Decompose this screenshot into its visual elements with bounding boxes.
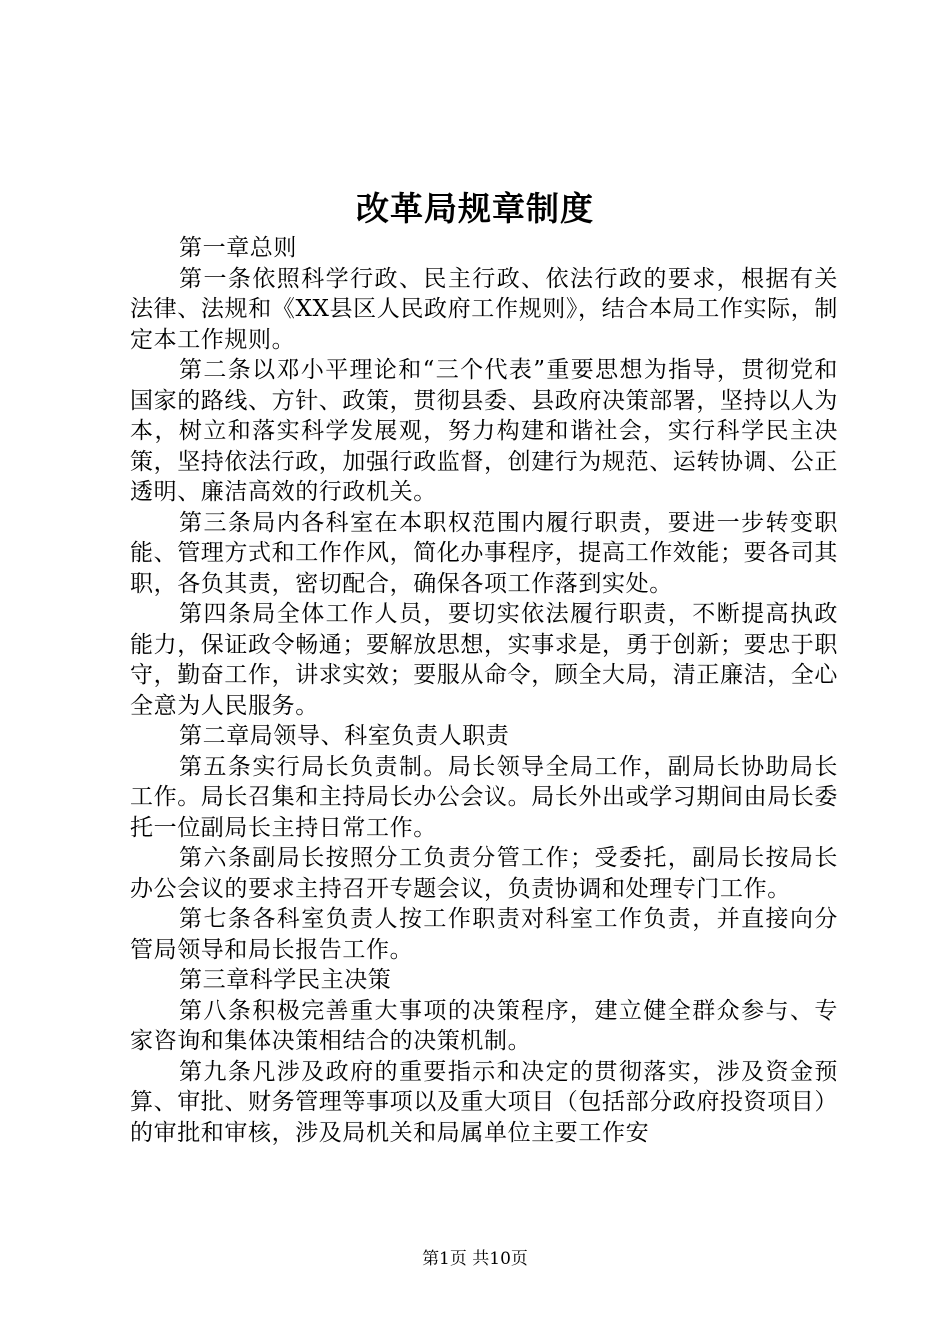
article-7: 第七条各科室负责人按工作职责对科室工作负责，并直接向分管局领导和局长报告工作。 (130, 906, 838, 963)
article-8: 第八条积极完善重大事项的决策程序，建立健全群众参与、专家咨询和集体决策相结合的决策机制。 (130, 997, 838, 1054)
article-2: 第二条以邓小平理论和“三个代表”重要思想为指导，贯彻党和国家的路线、方针、政策，贯彻县委、县政府决策部署，坚持以人为本，树立和落实科学发展观，努力构建和谐社会，实行科学民主决策，坚持依法行政，加强行政监督，创建行为规范、运转协调、公正透明、廉洁高效的行政机关。 (130, 357, 838, 505)
document-body (130, 233, 838, 1148)
page-number: 第1页 共10页 (422, 1249, 528, 1269)
article-5: 第五条实行局长负责制。局长领导全局工作，副局长协助局长工作。局长召集和主持局长办公会议。局长外出或学习期间由局长委托一位副局长主持日常工作。 (130, 753, 838, 841)
chapter-heading-3: 第三章科学民主决策 (179, 967, 392, 993)
article-3: 第三条局内各科室在本职权范围内履行职责，要进一步转变职能、管理方式和工作作风，简化办事程序，提高工作效能；要各司其职，各负其责，密切配合，确保各项工作落到实处。 (130, 509, 838, 597)
chapter-heading-2: 第二章局领导、科室负责人职责 (179, 723, 510, 749)
article-4: 第四条局全体工作人员，要切实依法履行职责，不断提高执政能力，保证政令畅通；要解放思想，实事求是，勇于创新；要忠于职守，勤奋工作，讲求实效；要服从命令，顾全大局，清正廉洁，全心全意为人民服务。 (130, 601, 838, 719)
document-title: 改革局规章制度 (356, 189, 594, 228)
article-1: 第一条依照科学行政、民主行政、依法行政的要求，根据有关法律、法规和《XX县区人民政府工作规则》，结合本局工作实际，制定本工作规则。 (130, 265, 838, 353)
article-9: 第九条凡涉及政府的重要指示和决定的贯彻落实，涉及资金预算、审批、财务管理等事项以及重大项目（包括部分政府投资项目）的审批和审核，涉及局机关和局属单位主要工作安 (130, 1058, 838, 1146)
chapter-heading-1: 第一章总则 (179, 235, 297, 261)
article-6: 第六条副局长按照分工负责分管工作；受委托，副局长按局长办公会议的要求主持召开专题会议，负责协调和处理专门工作。 (130, 845, 838, 902)
